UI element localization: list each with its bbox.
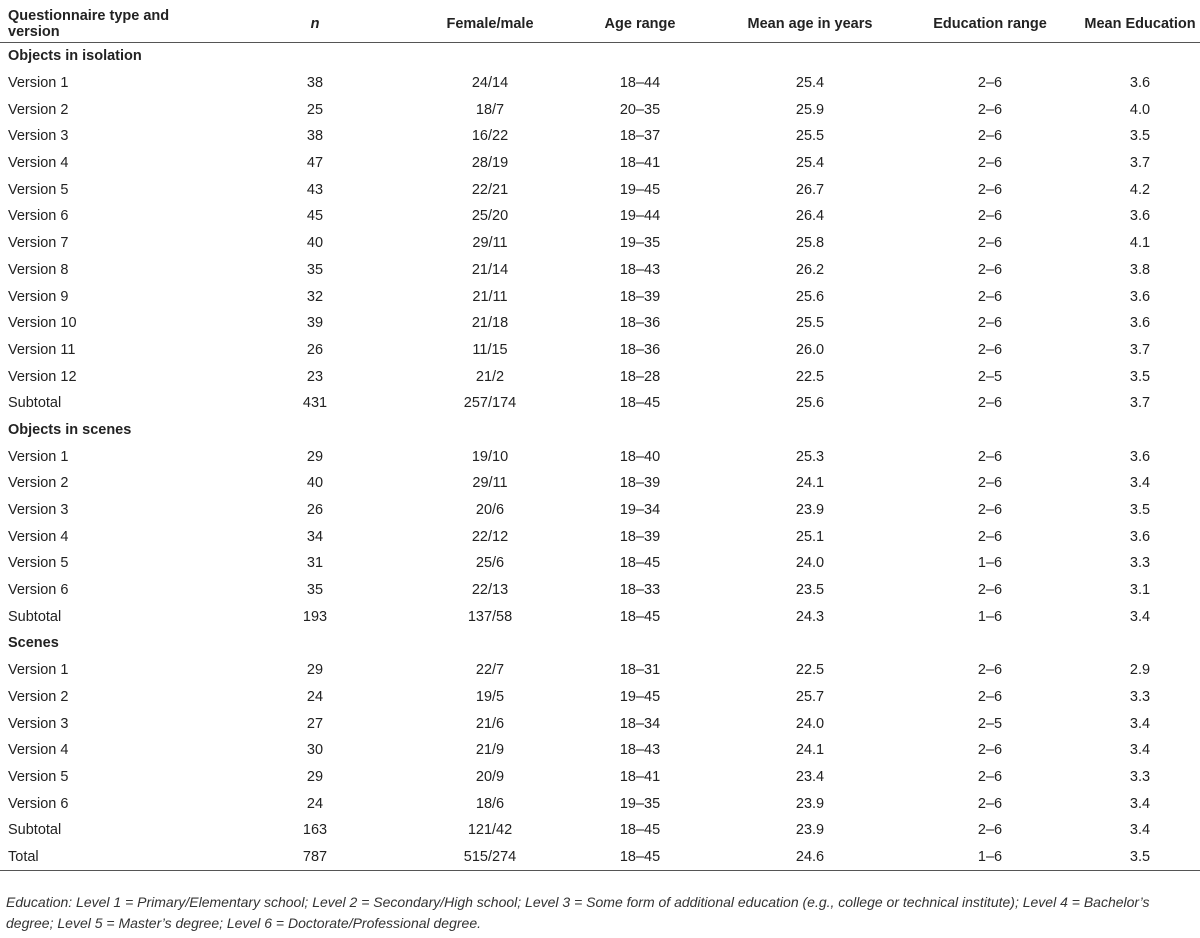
mean-age-value: 25.6 bbox=[795, 395, 825, 412]
education-range-value: 2–6 bbox=[977, 315, 1003, 332]
mean-age-value: 24.3 bbox=[795, 608, 825, 625]
n-value: 39 bbox=[306, 315, 324, 332]
female-male-value: 18/7 bbox=[475, 101, 505, 118]
female-male-value: 21/9 bbox=[475, 742, 505, 759]
female-male-value: 22/7 bbox=[475, 662, 505, 679]
education-range-value: 2–6 bbox=[977, 341, 1003, 358]
mean-education-value: 3.3 bbox=[1129, 555, 1151, 572]
version-label: Version 2 bbox=[8, 101, 69, 118]
version-label: Version 2 bbox=[8, 475, 69, 492]
header-mean-age: Mean age in years bbox=[720, 6, 900, 43]
n-value: 26 bbox=[306, 341, 324, 358]
table-row bbox=[0, 150, 1200, 177]
version-label: Version 7 bbox=[8, 235, 69, 252]
age-range-value: 18–43 bbox=[619, 742, 661, 759]
header-female-male: Female/male bbox=[420, 6, 560, 43]
table-footnote: Education: Level 1 = Primary/Elementary school; Level 2 = Secondary/High school; Level 3 = Some form of additional education (e.g., college or technical institute); Level 4 = Bachelor’s degree; Level 5 = Master’s degree; Level 6 = Doctorate/Professional degree. bbox=[6, 894, 1150, 931]
table-row bbox=[0, 363, 1200, 390]
table-row bbox=[0, 257, 1200, 284]
education-range-value: 2–6 bbox=[977, 795, 1003, 812]
age-range-value: 18–31 bbox=[619, 662, 661, 679]
mean-age-value: 23.9 bbox=[795, 502, 825, 519]
version-label: Version 12 bbox=[8, 368, 77, 385]
n-value: 24 bbox=[306, 795, 324, 812]
total-row bbox=[0, 844, 1200, 871]
n-value: 29 bbox=[306, 768, 324, 785]
mean-education-value: 3.5 bbox=[1129, 128, 1151, 145]
version-label: Subtotal bbox=[8, 608, 62, 625]
education-range-value: 2–6 bbox=[977, 155, 1003, 172]
female-male-value: 22/21 bbox=[471, 181, 509, 198]
version-label: Version 10 bbox=[8, 315, 77, 332]
mean-education-value: 3.6 bbox=[1129, 448, 1151, 465]
table-row bbox=[0, 70, 1200, 97]
mean-age-value: 23.5 bbox=[795, 582, 825, 599]
female-male-value: 11/15 bbox=[472, 341, 508, 358]
version-label: Version 5 bbox=[8, 181, 69, 198]
mean-education-value: 3.6 bbox=[1129, 208, 1151, 225]
mean-education-value: 3.6 bbox=[1129, 288, 1151, 305]
mean-education-value: 4.2 bbox=[1129, 181, 1151, 198]
header-mean-education: Mean Education bbox=[1080, 6, 1200, 43]
mean-age-value: 23.4 bbox=[795, 768, 825, 785]
mean-age-value: 25.5 bbox=[795, 315, 825, 332]
age-range-value: 18–39 bbox=[619, 475, 661, 492]
mean-education-value: 3.8 bbox=[1129, 261, 1151, 278]
mean-age-value: 24.0 bbox=[795, 715, 825, 732]
n-value: 431 bbox=[302, 395, 328, 412]
n-value: 32 bbox=[306, 288, 324, 305]
age-range-value: 20–35 bbox=[619, 101, 661, 118]
mean-age-value: 24.1 bbox=[795, 475, 825, 492]
age-range-value: 18–45 bbox=[619, 555, 661, 572]
education-range-value: 2–6 bbox=[977, 502, 1003, 519]
header-n: n bbox=[210, 6, 420, 43]
female-male-value: 28/19 bbox=[471, 155, 509, 172]
mean-age-value: 25.3 bbox=[795, 448, 825, 465]
education-range-value: 1–6 bbox=[900, 844, 1080, 871]
mean-age-value: 25.1 bbox=[795, 528, 825, 545]
education-range-value: 1–6 bbox=[977, 555, 1003, 572]
table-row bbox=[0, 710, 1200, 737]
age-range-value: 18–41 bbox=[619, 155, 661, 172]
n-value: 34 bbox=[306, 528, 324, 545]
n-value: 787 bbox=[210, 844, 420, 871]
header-age-range: Age range bbox=[560, 6, 720, 43]
n-value: 35 bbox=[306, 582, 324, 599]
table-row bbox=[0, 390, 1200, 417]
n-value: 31 bbox=[306, 555, 324, 572]
table-row bbox=[0, 657, 1200, 684]
section-header-row bbox=[0, 630, 1200, 657]
n-value: 38 bbox=[306, 75, 324, 92]
education-range-value: 2–6 bbox=[977, 261, 1003, 278]
age-range-value: 18–45 bbox=[619, 608, 661, 625]
mean-education-value: 3.7 bbox=[1129, 341, 1151, 358]
n-value: 30 bbox=[306, 742, 324, 759]
table-row bbox=[0, 603, 1200, 630]
header-row bbox=[0, 6, 1200, 43]
n-value: 35 bbox=[306, 261, 324, 278]
age-range-value: 18–40 bbox=[619, 448, 661, 465]
education-range-value: 2–6 bbox=[977, 128, 1003, 145]
mean-age-value: 26.0 bbox=[795, 341, 825, 358]
table-row bbox=[0, 283, 1200, 310]
age-range-value: 18–39 bbox=[619, 528, 661, 545]
female-male-value: 21/18 bbox=[471, 315, 509, 332]
education-range-value: 2–6 bbox=[977, 742, 1003, 759]
demographics-table bbox=[0, 6, 1200, 871]
female-male-value: 22/12 bbox=[471, 528, 509, 545]
table-row bbox=[0, 310, 1200, 337]
table-row bbox=[0, 96, 1200, 123]
mean-education-value: 3.5 bbox=[1129, 502, 1151, 519]
mean-education-value: 3.4 bbox=[1129, 475, 1151, 492]
section-title: Objects in scenes bbox=[8, 421, 132, 438]
n-value: 45 bbox=[306, 208, 324, 225]
age-range-value: 18–45 bbox=[619, 822, 661, 839]
version-label: Version 2 bbox=[8, 688, 69, 705]
version-label: Version 1 bbox=[8, 448, 69, 465]
table-row bbox=[0, 123, 1200, 150]
n-value: 43 bbox=[306, 181, 324, 198]
age-range-value: 18–33 bbox=[619, 582, 661, 599]
female-male-value: 257/174 bbox=[463, 395, 517, 412]
mean-age-value: 23.9 bbox=[795, 822, 825, 839]
age-range-value: 19–34 bbox=[619, 502, 661, 519]
version-label: Version 1 bbox=[8, 662, 69, 679]
table-row bbox=[0, 790, 1200, 817]
n-value: 23 bbox=[306, 368, 324, 385]
mean-age-value: 23.9 bbox=[795, 795, 825, 812]
mean-age-value: 25.6 bbox=[795, 288, 825, 305]
mean-education-value: 3.3 bbox=[1129, 768, 1151, 785]
female-male-value: 18/6 bbox=[475, 795, 505, 812]
mean-education-value: 3.5 bbox=[1129, 368, 1151, 385]
version-label: Version 11 bbox=[8, 341, 76, 358]
table-row bbox=[0, 203, 1200, 230]
section-title: Objects in isolation bbox=[8, 48, 142, 65]
female-male-value: 21/6 bbox=[475, 715, 505, 732]
female-male-value: 24/14 bbox=[471, 75, 509, 92]
education-range-value: 2–6 bbox=[977, 101, 1003, 118]
education-range-value: 2–6 bbox=[977, 475, 1003, 492]
mean-education-value: 3.4 bbox=[1129, 608, 1151, 625]
n-value: 163 bbox=[302, 822, 328, 839]
education-range-value: 2–6 bbox=[977, 768, 1003, 785]
age-range-value: 18–28 bbox=[619, 368, 661, 385]
table-row bbox=[0, 577, 1200, 604]
age-range-value: 18–36 bbox=[619, 341, 661, 358]
female-male-value: 19/5 bbox=[475, 688, 505, 705]
mean-education-value: 3.5 bbox=[1080, 844, 1200, 871]
table-row bbox=[0, 497, 1200, 524]
mean-age-value: 26.4 bbox=[795, 208, 825, 225]
mean-education-value: 3.7 bbox=[1129, 395, 1151, 412]
age-range-value: 19–45 bbox=[619, 688, 661, 705]
mean-age-value: 25.4 bbox=[795, 155, 825, 172]
education-range-value: 1–6 bbox=[977, 608, 1003, 625]
table-row bbox=[0, 737, 1200, 764]
female-male-value: 22/13 bbox=[471, 582, 509, 599]
mean-age-value: 25.5 bbox=[795, 128, 825, 145]
table-row bbox=[0, 817, 1200, 844]
education-range-value: 2–6 bbox=[977, 75, 1003, 92]
education-range-value: 2–6 bbox=[977, 582, 1003, 599]
n-value: 38 bbox=[306, 128, 324, 145]
age-range-value: 18–36 bbox=[619, 315, 661, 332]
age-range-value: 18–39 bbox=[619, 288, 661, 305]
mean-age-value: 26.2 bbox=[795, 261, 825, 278]
female-male-value: 21/14 bbox=[471, 261, 509, 278]
mean-education-value: 3.4 bbox=[1129, 715, 1151, 732]
version-label: Version 9 bbox=[8, 288, 69, 305]
n-value: 24 bbox=[306, 688, 324, 705]
mean-age-value: 26.7 bbox=[795, 181, 825, 198]
mean-age-value: 25.7 bbox=[795, 688, 825, 705]
version-label: Version 4 bbox=[8, 742, 69, 759]
n-value: 25 bbox=[306, 101, 324, 118]
mean-education-value: 4.0 bbox=[1129, 101, 1151, 118]
version-label: Version 1 bbox=[8, 75, 69, 92]
section-header-row bbox=[0, 43, 1200, 70]
mean-age-value: 24.1 bbox=[795, 742, 825, 759]
mean-education-value: 3.3 bbox=[1129, 688, 1151, 705]
mean-education-value: 3.7 bbox=[1129, 155, 1151, 172]
version-label: Total bbox=[0, 844, 210, 871]
table-row bbox=[0, 470, 1200, 497]
mean-age-value: 22.5 bbox=[795, 368, 825, 385]
mean-age-value: 24.0 bbox=[795, 555, 825, 572]
female-male-value: 19/10 bbox=[471, 448, 509, 465]
education-range-value: 2–6 bbox=[977, 288, 1003, 305]
table-row bbox=[0, 764, 1200, 791]
n-value: 29 bbox=[306, 448, 324, 465]
n-value: 47 bbox=[306, 155, 324, 172]
table-row bbox=[0, 443, 1200, 470]
mean-age-value: 25.8 bbox=[795, 235, 825, 252]
education-range-value: 2–6 bbox=[977, 181, 1003, 198]
header-education-range: Education range bbox=[900, 6, 1080, 43]
header-questionnaire: Questionnaire type and version bbox=[0, 6, 210, 43]
mean-education-value: 3.4 bbox=[1129, 822, 1151, 839]
n-value: 40 bbox=[306, 475, 324, 492]
version-label: Version 4 bbox=[8, 528, 69, 545]
female-male-value: 25/6 bbox=[475, 555, 505, 572]
n-value: 27 bbox=[306, 715, 324, 732]
version-label: Version 5 bbox=[8, 555, 69, 572]
mean-age-value: 22.5 bbox=[795, 662, 825, 679]
age-range-value: 18–34 bbox=[619, 715, 661, 732]
age-range-value: 18–37 bbox=[619, 128, 661, 145]
version-label: Version 8 bbox=[8, 261, 69, 278]
female-male-value: 21/11 bbox=[472, 288, 508, 305]
age-range-value: 19–35 bbox=[619, 235, 661, 252]
n-value: 40 bbox=[306, 235, 324, 252]
version-label: Version 3 bbox=[8, 715, 69, 732]
mean-education-value: 3.6 bbox=[1129, 75, 1151, 92]
table-row bbox=[0, 550, 1200, 577]
mean-education-value: 3.4 bbox=[1129, 795, 1151, 812]
female-male-value: 29/11 bbox=[472, 235, 508, 252]
education-range-value: 2–6 bbox=[977, 235, 1003, 252]
education-range-value: 2–6 bbox=[977, 208, 1003, 225]
education-range-value: 2–6 bbox=[977, 395, 1003, 412]
education-range-value: 2–6 bbox=[977, 448, 1003, 465]
version-label: Version 5 bbox=[8, 768, 69, 785]
section-header-row bbox=[0, 417, 1200, 444]
version-label: Subtotal bbox=[8, 822, 62, 839]
age-range-value: 18–45 bbox=[619, 395, 661, 412]
mean-education-value: 3.1 bbox=[1129, 582, 1151, 599]
education-range-value: 2–6 bbox=[977, 688, 1003, 705]
age-range-value: 18–44 bbox=[619, 75, 661, 92]
mean-education-value: 4.1 bbox=[1129, 235, 1151, 252]
mean-education-value: 3.4 bbox=[1129, 742, 1151, 759]
version-label: Version 6 bbox=[8, 582, 69, 599]
table-body bbox=[0, 43, 1200, 871]
education-range-value: 2–6 bbox=[977, 528, 1003, 545]
table-row bbox=[0, 176, 1200, 203]
education-range-value: 2–5 bbox=[977, 715, 1003, 732]
education-range-value: 2–6 bbox=[977, 822, 1003, 839]
table-row bbox=[0, 684, 1200, 711]
female-male-value: 16/22 bbox=[471, 128, 509, 145]
age-range-value: 19–44 bbox=[619, 208, 661, 225]
female-male-value: 25/20 bbox=[471, 208, 509, 225]
version-label: Version 6 bbox=[8, 795, 69, 812]
version-label: Version 4 bbox=[8, 155, 69, 172]
section-title: Scenes bbox=[8, 635, 59, 652]
education-range-value: 2–6 bbox=[977, 662, 1003, 679]
mean-education-value: 3.6 bbox=[1129, 315, 1151, 332]
age-range-value: 18–41 bbox=[619, 768, 661, 785]
female-male-value: 137/58 bbox=[467, 608, 513, 625]
education-range-value: 2–5 bbox=[977, 368, 1003, 385]
table-row bbox=[0, 230, 1200, 257]
table-row bbox=[0, 337, 1200, 364]
female-male-value: 29/11 bbox=[472, 475, 508, 492]
age-range-value: 18–45 bbox=[560, 844, 720, 871]
mean-education-value: 2.9 bbox=[1129, 662, 1151, 679]
version-label: Subtotal bbox=[8, 395, 62, 412]
n-value: 193 bbox=[302, 608, 328, 625]
n-value: 26 bbox=[306, 502, 324, 519]
version-label: Version 6 bbox=[8, 208, 69, 225]
table-row bbox=[0, 523, 1200, 550]
mean-age-value: 24.6 bbox=[720, 844, 900, 871]
n-value: 29 bbox=[306, 662, 324, 679]
age-range-value: 19–45 bbox=[619, 181, 661, 198]
mean-age-value: 25.9 bbox=[795, 101, 825, 118]
age-range-value: 18–43 bbox=[619, 261, 661, 278]
version-label: Version 3 bbox=[8, 128, 69, 145]
version-label: Version 3 bbox=[8, 502, 69, 519]
female-male-value: 515/274 bbox=[420, 844, 560, 871]
female-male-value: 121/42 bbox=[467, 822, 513, 839]
age-range-value: 19–35 bbox=[619, 795, 661, 812]
female-male-value: 21/2 bbox=[475, 368, 505, 385]
female-male-value: 20/6 bbox=[475, 502, 505, 519]
mean-age-value: 25.4 bbox=[795, 75, 825, 92]
female-male-value: 20/9 bbox=[475, 768, 505, 785]
mean-education-value: 3.6 bbox=[1129, 528, 1151, 545]
